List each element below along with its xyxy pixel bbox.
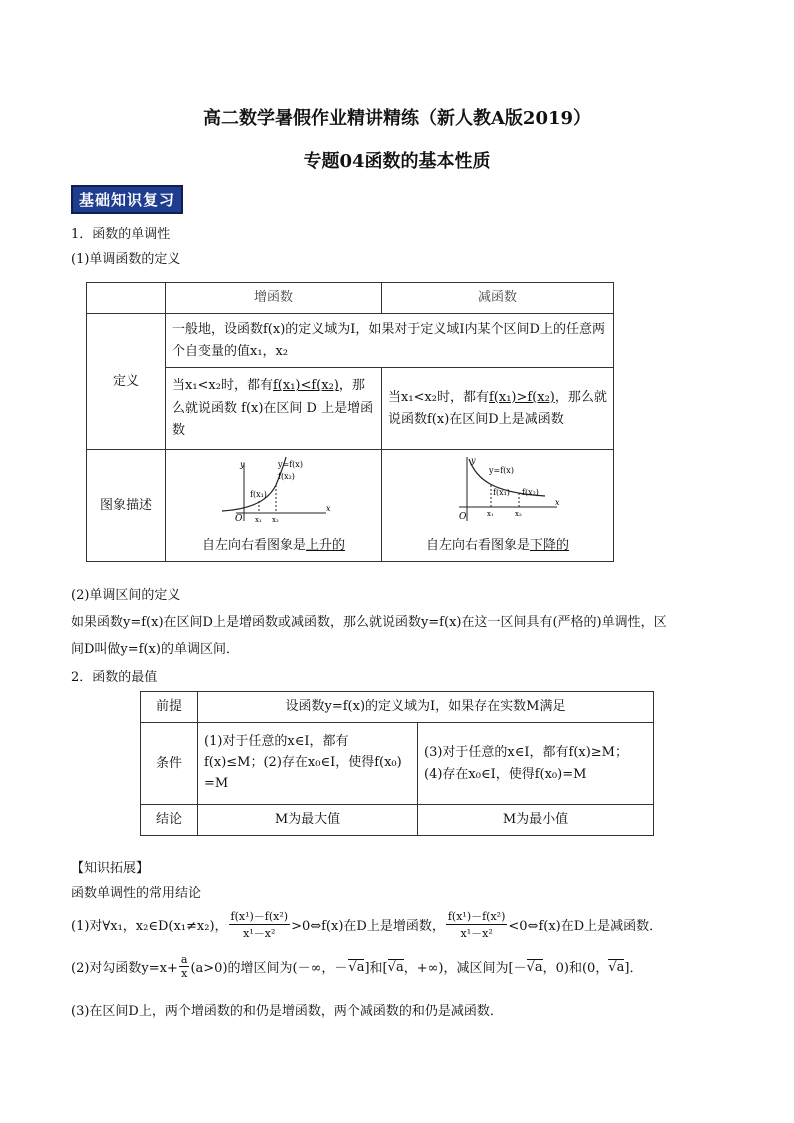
section-badge: 基础知识复习 [71, 185, 183, 214]
interval-paragraph-line2: 间D叫做y=f(x)的单调区间． [71, 642, 239, 657]
difference-quotient: f(x¹)－f(x²) x¹－x² [230, 910, 289, 940]
svg-text:O: O [234, 513, 242, 524]
interval-paragraph-line1: 如果函数y=f(x)在区间D上是增函数或减函数，那么就说函数y=f(x)在这一区间具有(严格的)单调性，区 [71, 615, 667, 630]
col-header-increasing: 增函数 [166, 283, 382, 314]
decreasing-caption: 自左向右看图象是下降的 [425, 537, 570, 553]
document-subtitle: 专题04函数的基本性质 [303, 151, 491, 172]
svg-text:x: x [554, 497, 560, 507]
row-label-condition: 条件 [141, 723, 198, 805]
svg-text:f(x₁): f(x₁) [249, 489, 267, 499]
definition-shared: 一般地，设函数f(x)的定义域为I，如果对于定义域I内某个区间D上的任意两个自变量的值x₁，x₂ [166, 314, 614, 368]
svg-text:x: x [325, 503, 331, 513]
conclusion-min: M为最小值 [418, 805, 654, 836]
decreasing-graph [433, 455, 563, 525]
difference-quotient-2: f(x¹)－f(x²) x¹－x² [447, 910, 506, 940]
extension-intro: 函数单调性的常用结论 [71, 886, 202, 901]
definition-decreasing: 当x₁<x₂时，都有f(x₁)>f(x₂)，那么就说函数f(x)在区间D上是减函数 [382, 368, 614, 450]
heading-extrema: 2．函数的最值 [71, 670, 158, 685]
svg-text:y=f(x): y=f(x) [488, 465, 514, 475]
svg-text:x₁: x₁ [254, 515, 262, 524]
col-header-decreasing: 减函数 [382, 283, 614, 314]
svg-text:f(x₂): f(x₂) [277, 471, 295, 481]
svg-text:x₁: x₁ [486, 509, 494, 518]
subheading-interval-def: (2)单调区间的定义 [71, 588, 181, 603]
svg-text:f(x₁): f(x₁) [492, 487, 510, 497]
condition-min: (3)对于任意的x∈I，都有f(x)≥M； (4)存在x₀∈I，使得f(x₀)=M [418, 723, 654, 805]
document-title: 高二数学暑假作业精讲精练（新人教A版2019） [202, 108, 592, 129]
extension-item-3: (3)在区间D上，两个增函数的和仍是增函数，两个减函数的和仍是减函数． [71, 1004, 503, 1019]
row-label-definition: 定义 [87, 314, 166, 450]
row-label-conclusion: 结论 [141, 805, 198, 836]
extension-item-1: (1)对∀x₁，x₂∈D(x₁≠x₂)， f(x¹)－f(x²) x¹－x² >0⇔f(x)在D上是增函数， f(x¹)－f(x²) x¹－x² <0⇔f(x)在D上是减函数． [71, 910, 663, 940]
svg-text:x₂: x₂ [271, 515, 279, 524]
definition-increasing: 当x₁<x₂时，都有f(x₁)<f(x₂)，那么就说函数 f(x)在区间 D 上是增函数 [166, 368, 382, 450]
heading-monotonicity: 1．函数的单调性 [71, 227, 171, 242]
svg-text:O: O [458, 511, 466, 522]
extrema-table [140, 691, 654, 836]
svg-text:x₂: x₂ [514, 509, 522, 518]
row-label-graph: 图象描述 [87, 450, 166, 562]
condition-max: (1)对于任意的x∈I，都有 f(x)≤M；(2)存在x₀∈I，使得f(x₀) =M [198, 723, 418, 805]
row-label-premise: 前提 [141, 692, 198, 723]
extension-item-2: (2)对勾函数y=x+ $\frac{a}{x}$ (a>0)的增区间为(－∞，－ √a ]和[ √a ，+∞)，减区间为[－ √a ，0)和(0， √a ]． [71, 953, 643, 980]
extension-heading: 【知识拓展】 [71, 861, 150, 876]
graph-decreasing-cell [382, 450, 614, 562]
svg-text:f(x₂): f(x₂) [521, 487, 539, 497]
svg-text:y: y [470, 455, 476, 465]
graph-increasing-cell [166, 450, 382, 562]
increasing-caption: 自左向右看图象是上升的 [201, 537, 346, 553]
conclusion-max: M为最大值 [198, 805, 418, 836]
svg-text:y=f(x): y=f(x) [277, 459, 303, 469]
svg-text:y: y [239, 459, 245, 469]
premise-text: 设函数y=f(x)的定义域为I，如果存在实数M满足 [198, 692, 654, 723]
increasing-graph [214, 455, 334, 525]
subheading-monotone-def: (1)单调函数的定义 [71, 252, 181, 267]
monotonicity-table [86, 282, 614, 562]
